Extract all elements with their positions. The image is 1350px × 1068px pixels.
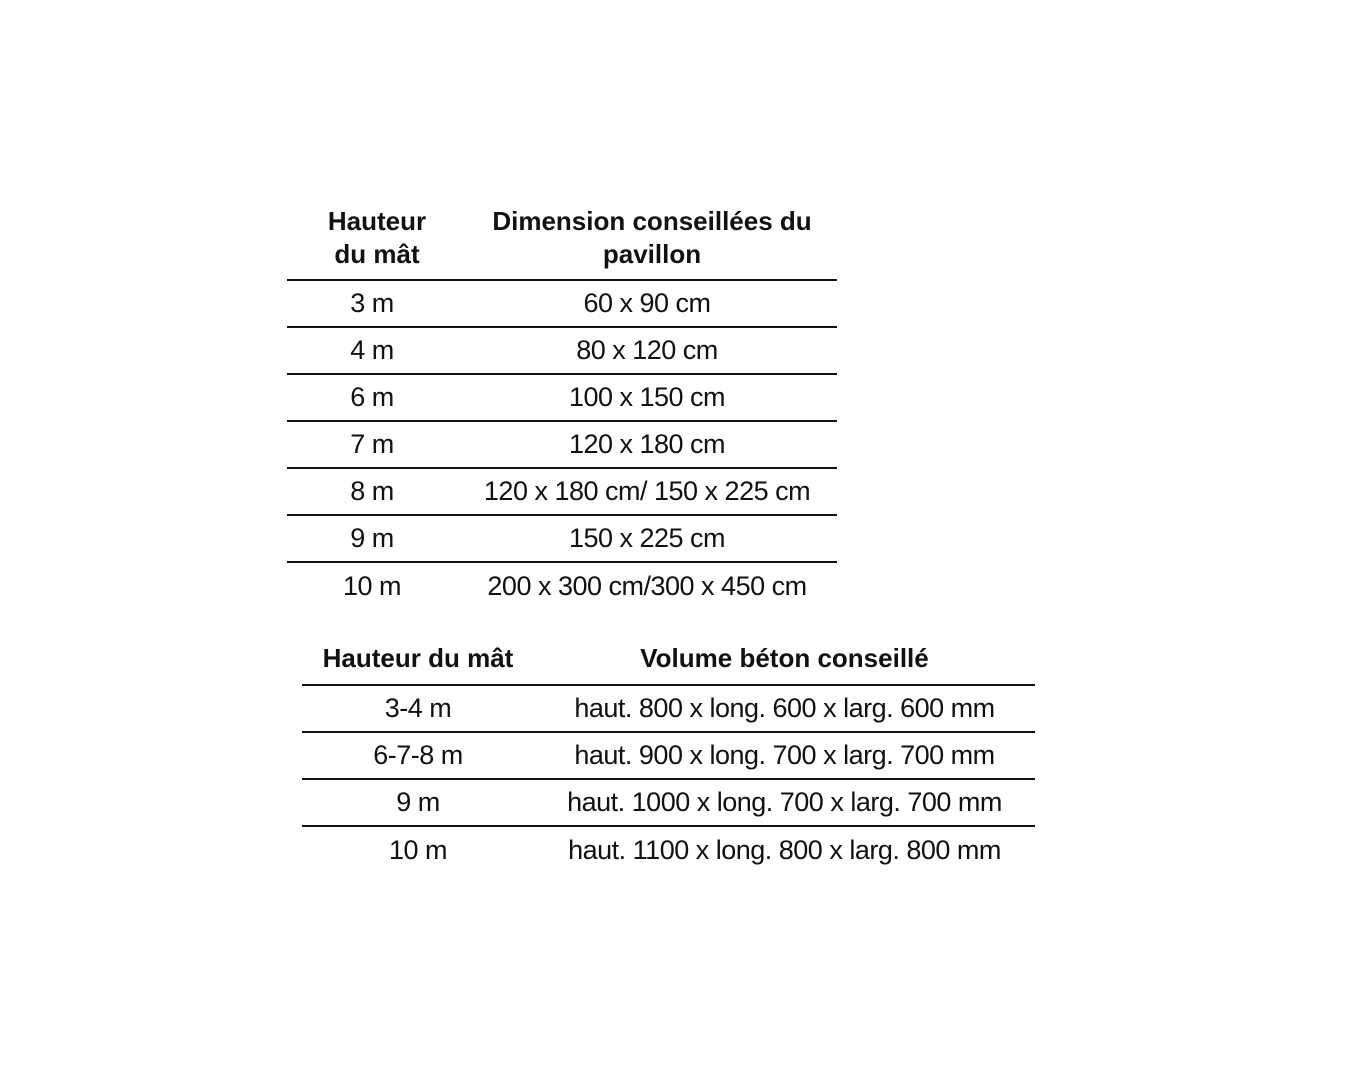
- table-row: [287, 328, 837, 375]
- concrete-volume-cell: haut. 800 x long. 600 x larg. 600 mm: [574, 693, 995, 723]
- table-row: [287, 281, 837, 328]
- table-row: [287, 375, 837, 422]
- table-row: [287, 469, 837, 516]
- flag-dimension-cell: 200 x 300 cm/300 x 450 cm: [487, 571, 807, 601]
- mast-height-cell: 9 m: [396, 787, 440, 817]
- header-mast-height-line1: Hauteur: [327, 206, 427, 236]
- header-flag-dimension-line2: pavillon: [602, 239, 702, 269]
- mast-height-cell: 4 m: [350, 335, 394, 365]
- header-flag-dimension-line1: Dimension conseillées du: [492, 206, 812, 236]
- concrete-volume-cell: haut. 1000 x long. 700 x larg. 700 mm: [567, 787, 1002, 817]
- concrete-volume-table: [302, 637, 1035, 874]
- flag-dimension-cell: 100 x 150 cm: [568, 382, 726, 412]
- mast-height-cell: 3-4 m: [384, 693, 452, 723]
- mast-height-cell: 9 m: [350, 523, 394, 553]
- flag-dimension-cell: 150 x 225 cm: [568, 523, 726, 553]
- header-mast-height: [287, 204, 467, 279]
- table-header: [302, 637, 1035, 686]
- flag-dimension-cell: 80 x 120 cm: [576, 335, 718, 365]
- concrete-volume-cell: haut. 900 x long. 700 x larg. 700 mm: [574, 740, 995, 770]
- table-row: [287, 563, 837, 610]
- flag-dimension-cell: 60 x 90 cm: [583, 288, 711, 318]
- table-row: [287, 516, 837, 563]
- mast-height-cell: 10 m: [342, 571, 402, 601]
- table-row: [302, 686, 1035, 733]
- table-header: [287, 204, 837, 281]
- mast-height-cell: 8 m: [350, 476, 394, 506]
- concrete-volume-cell: haut. 1100 x long. 800 x larg. 800 mm: [568, 835, 1001, 865]
- flag-dimension-cell: 120 x 180 cm: [568, 429, 726, 459]
- header-mast-height-line2: du mât: [334, 239, 420, 269]
- header-mast-height: Hauteur du mât: [322, 643, 514, 673]
- mast-height-cell: 6-7-8 m: [373, 740, 463, 770]
- header-flag-dimension: [467, 204, 837, 279]
- table-row: [302, 733, 1035, 780]
- table-row: [287, 422, 837, 469]
- mast-height-cell: 3 m: [350, 288, 394, 318]
- flag-dimension-table: [287, 204, 837, 610]
- table-row: [302, 780, 1035, 827]
- mast-height-cell: 10 m: [388, 835, 448, 865]
- mast-height-cell: 7 m: [350, 429, 394, 459]
- header-concrete-volume: Volume béton conseillé: [640, 643, 929, 673]
- flag-dimension-cell: 120 x 180 cm/ 150 x 225 cm: [483, 476, 811, 506]
- mast-height-cell: 6 m: [350, 382, 394, 412]
- table-row: [302, 827, 1035, 874]
